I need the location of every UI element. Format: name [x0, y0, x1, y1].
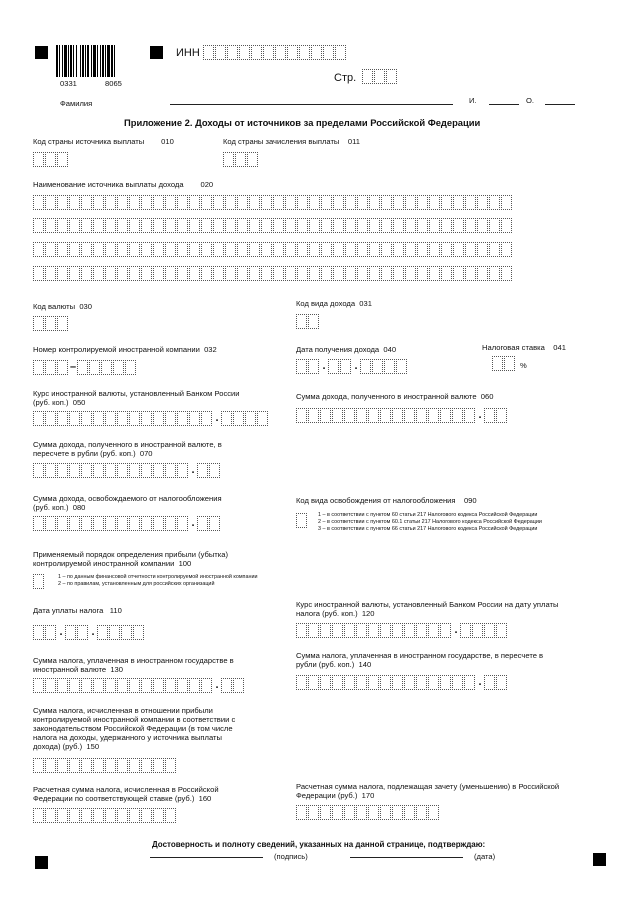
signature-label: (подпись)	[274, 852, 308, 861]
label-010: Код страны источника выплаты 010	[33, 137, 174, 146]
inn-field[interactable]	[203, 45, 347, 60]
profit-method-field[interactable]	[33, 574, 45, 589]
profit-method-option-2: 2 – по правилам, установленным для российских организаций	[58, 581, 215, 587]
income-rub-field[interactable]: .	[33, 463, 221, 478]
date-field[interactable]	[350, 857, 463, 858]
inn-label: ИНН	[176, 47, 200, 59]
country-credit-field[interactable]	[223, 152, 259, 167]
foreign-income-field[interactable]: .	[296, 408, 508, 423]
label-050: Курс иностранной валюты, установленный Банком России (руб. коп.) 050	[33, 389, 240, 407]
corner-marker-bottom-right	[593, 853, 606, 866]
payment-exchange-rate-field[interactable]: .	[296, 623, 508, 638]
label-150: Сумма налога, исчисленная в отношении прибыли контролируемой иностранной компании в соответствии с законодательством Российской Федерации (в том числе налога на доходы, удержанного у источника выплаты дохода) (руб.) 150	[33, 706, 236, 751]
label-140: Сумма налога, уплаченная в иностранном государстве, в пересчете в рубли (руб. коп.) 140	[296, 651, 544, 669]
label-031: Код вида дохода 031	[296, 299, 372, 308]
initial-i-label: И.	[469, 96, 477, 105]
currency-code-field[interactable]	[33, 316, 69, 331]
exemption-option-1: 1 – в соответствии с пунктом 60 статьи 217 Налогового кодекса Российской Федерации	[318, 512, 538, 518]
source-name-row-3[interactable]	[33, 242, 513, 257]
credit-tax-field[interactable]	[296, 805, 440, 820]
estimated-tax-field[interactable]	[33, 808, 177, 823]
surname-field[interactable]	[170, 104, 453, 105]
label-070: Сумма дохода, полученного в иностранной валюте, в пересчете в рубли (руб. коп.) 070	[33, 440, 222, 458]
tax-payment-date-field[interactable]: . .	[33, 625, 145, 640]
label-110: Дата уплаты налога 110	[33, 606, 122, 615]
label-080: Сумма дохода, освобождаемого от налогообложения (руб. коп.) 080	[33, 494, 222, 512]
barcode	[56, 45, 134, 77]
profit-method-option-1: 1 – по данным финансовой отчетности контролируемой иностранной компании	[58, 574, 258, 580]
label-170: Расчетная сумма налога, подлежащая зачету (уменьшению) в Российской Федерации (руб.) 170	[296, 782, 560, 800]
label-130: Сумма налога, уплаченная в иностранном государстве в иностранной валюте 130	[33, 656, 234, 674]
label-090: Код вида освобождения от налогообложения 090	[296, 496, 477, 505]
exemption-option-3: 3 – в соответствии с пунктом 66 статьи 217 Налогового кодекса Российской Федерации	[318, 526, 538, 532]
tax-rate-percent: %	[520, 361, 527, 370]
surname-label: Фамилия	[60, 99, 93, 108]
corner-marker-bottom-left	[35, 856, 48, 869]
label-030: Код валюты 030	[33, 302, 92, 311]
label-020: Наименование источника выплаты дохода 020	[33, 180, 214, 189]
label-011: Код страны зачисления выплаты 011	[223, 137, 360, 146]
barcode-number-right: 8065	[105, 79, 122, 88]
source-name-row-1[interactable]	[33, 195, 513, 210]
label-160: Расчетная сумма налога, исчисленная в Российской Федерации по соответствующей ставке (руб.) 160	[33, 785, 219, 803]
foreign-tax-field[interactable]: .	[33, 678, 245, 693]
label-041: Налоговая ставка 041	[482, 343, 566, 352]
country-source-field[interactable]	[33, 152, 69, 167]
corner-marker-top-left	[35, 46, 48, 59]
label-100: Применяемый порядок определения прибыли (убытка) контролируемой иностранной компании 100	[33, 550, 229, 568]
exemption-code-field[interactable]	[296, 513, 308, 528]
page-number-field[interactable]	[362, 69, 398, 84]
initial-o-field[interactable]	[545, 104, 575, 105]
exemption-option-2: 2 – в соответствии с пунктом 60.1 статьи 217 Налогового кодекса Российской Федерации	[318, 519, 542, 525]
corner-marker-top-mid	[150, 46, 163, 59]
foreign-tax-rub-field[interactable]: .	[296, 675, 508, 690]
label-032: Номер контролируемой иностранной компании 032	[33, 345, 217, 354]
income-type-field[interactable]	[296, 314, 320, 329]
cfc-number-field[interactable]: –	[33, 360, 137, 375]
initial-i-field[interactable]	[489, 104, 519, 105]
source-name-row-2[interactable]	[33, 218, 513, 233]
profit-method-options	[58, 574, 257, 588]
barcode-number-left: 0331	[60, 79, 77, 88]
initial-o-label: О.	[526, 96, 535, 105]
page-label: Стр.	[334, 72, 357, 84]
label-040: Дата получения дохода 040	[296, 345, 397, 354]
source-name-row-4[interactable]	[33, 266, 513, 281]
label-060: Сумма дохода, полученного в иностранной валюте 060	[296, 392, 494, 401]
exchange-rate-field[interactable]: .	[33, 411, 269, 426]
date-label: (дата)	[474, 852, 496, 861]
signature-field[interactable]	[150, 857, 263, 858]
exempt-income-field[interactable]: .	[33, 516, 221, 531]
income-date-field[interactable]: . .	[296, 359, 408, 374]
certify-text: Достоверность и полноту сведений, указанных на данной странице, подтверждаю:	[152, 840, 486, 849]
exemption-options	[318, 512, 542, 533]
cfc-tax-field[interactable]	[33, 758, 177, 773]
tax-rate-field[interactable]	[492, 356, 516, 371]
page-title: Приложение 2. Доходы от источников за пределами Российской Федерации	[124, 117, 481, 128]
label-120: Курс иностранной валюты, установленный Банком России на дату уплаты налога (руб. коп.) 120	[296, 600, 559, 618]
